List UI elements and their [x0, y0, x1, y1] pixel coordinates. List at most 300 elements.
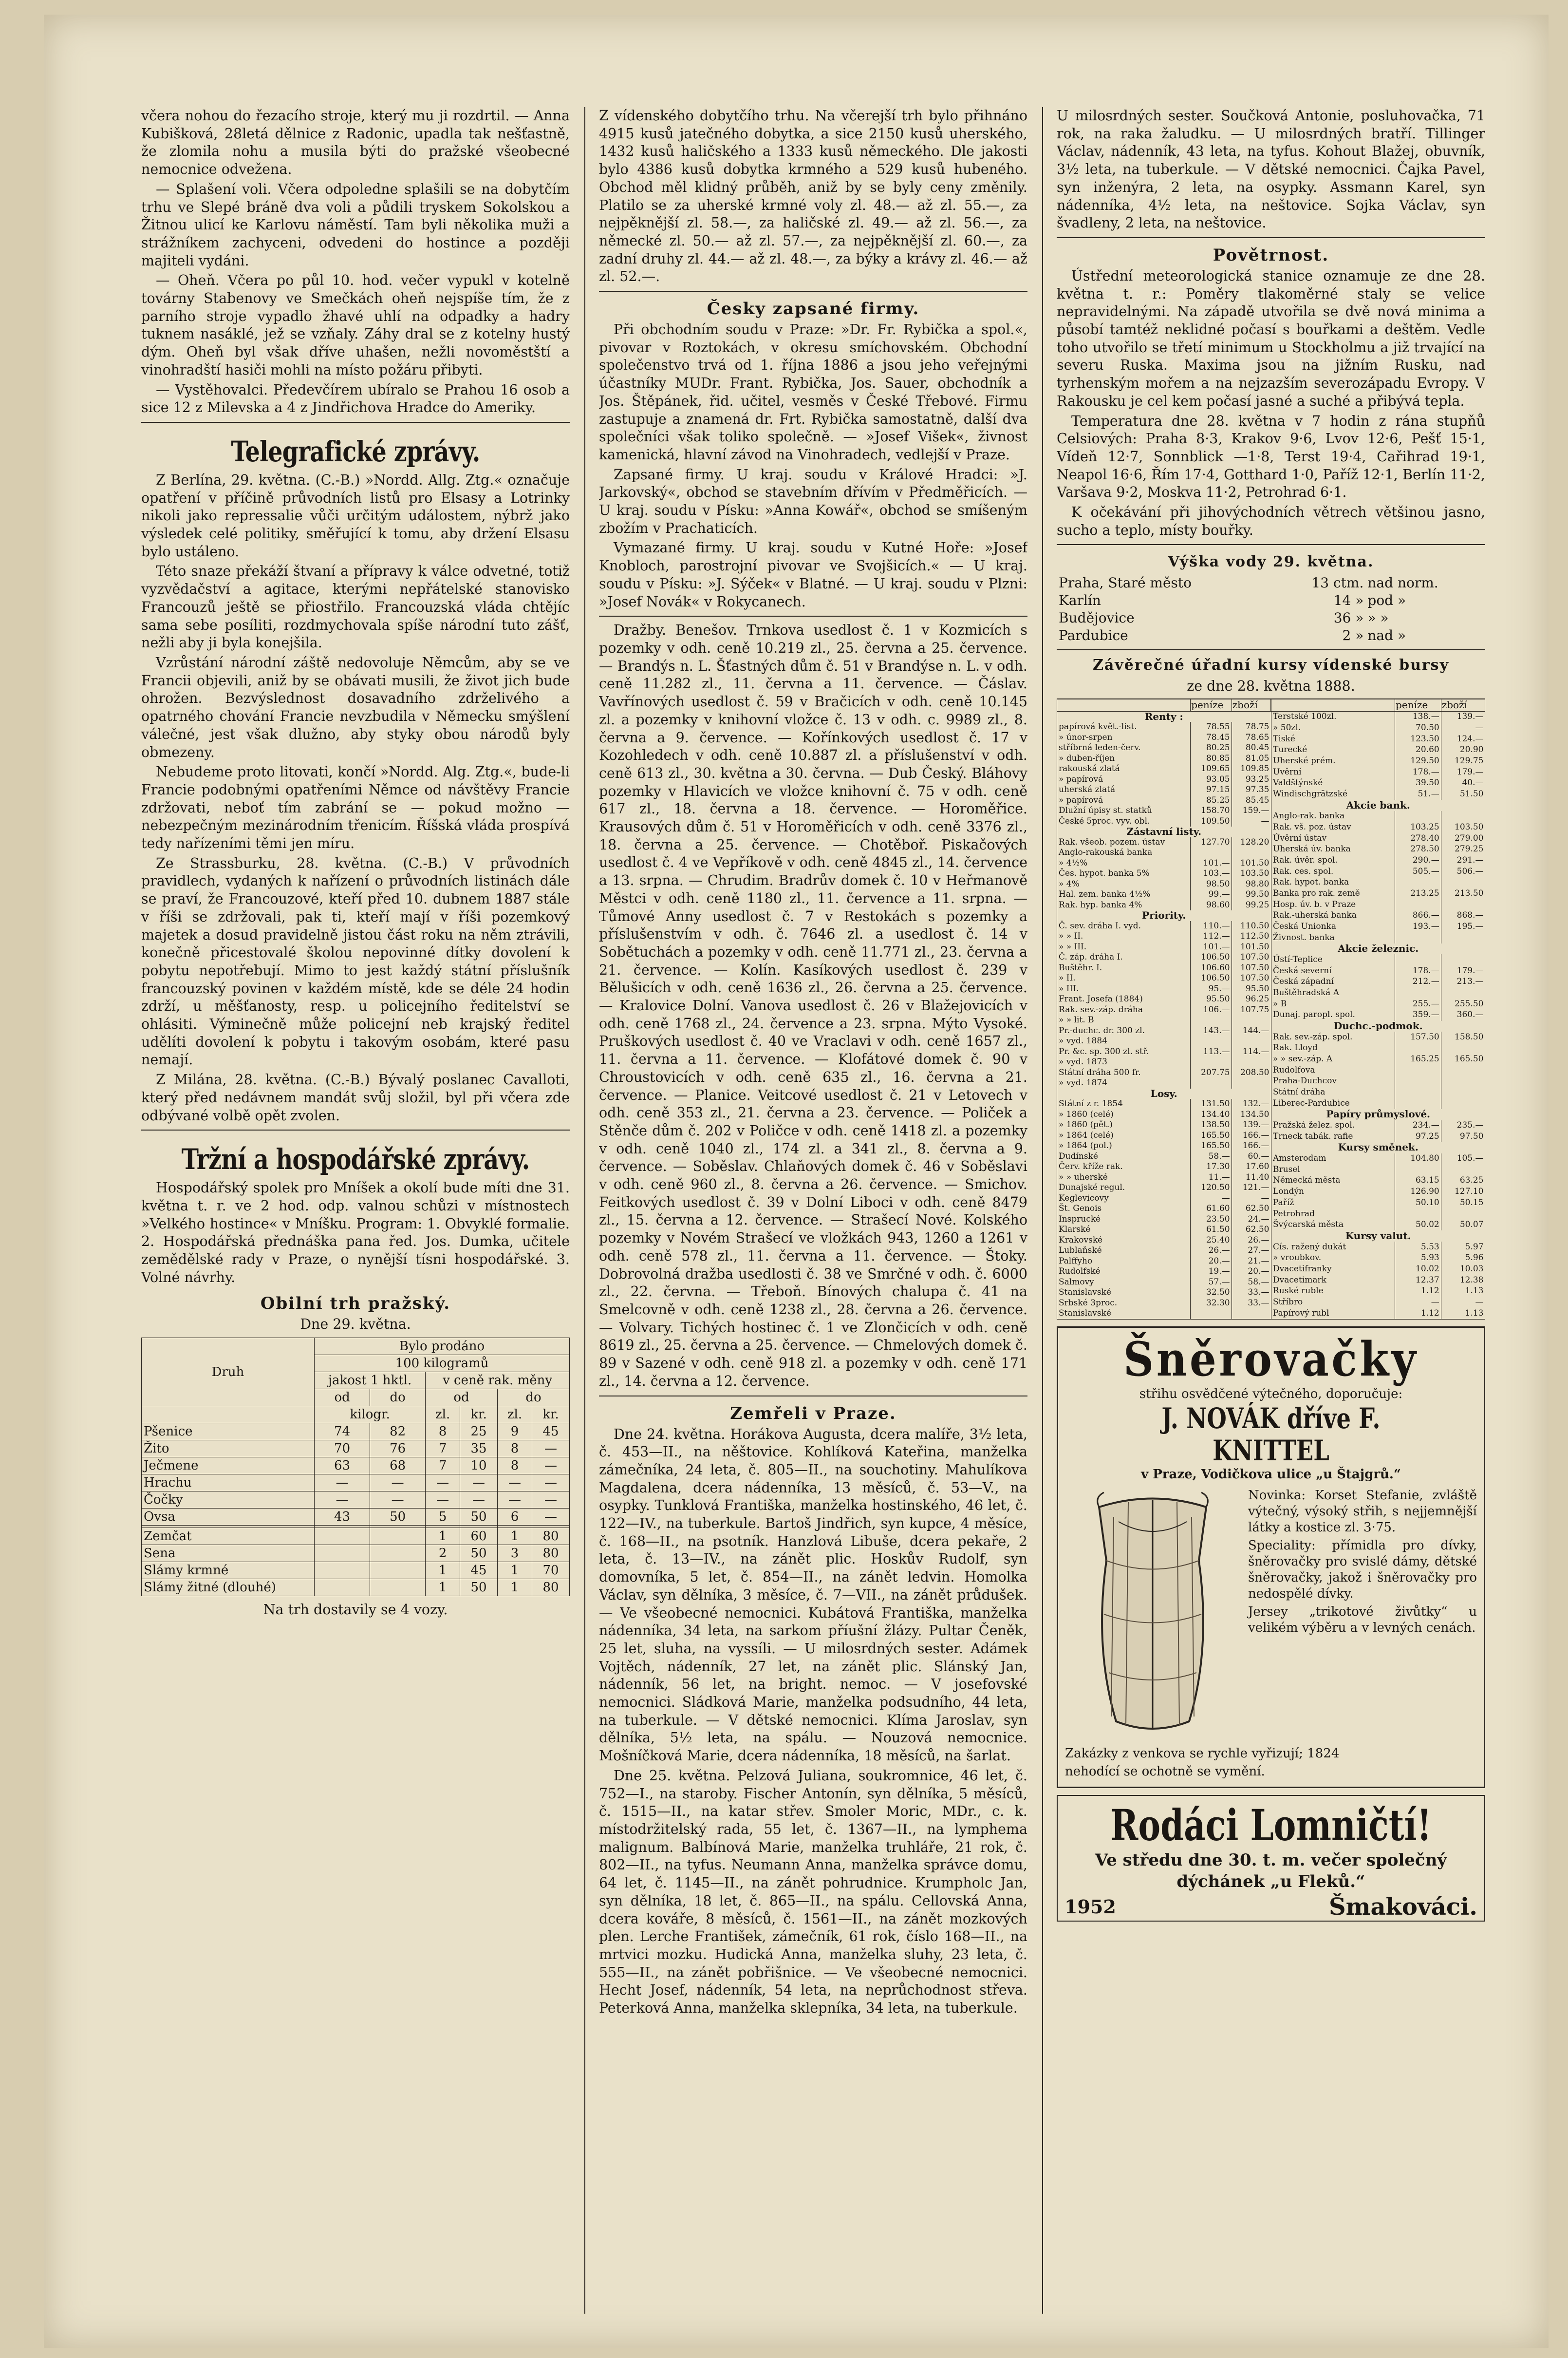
table-row — [1271, 1098, 1485, 1109]
weather-paragraph: Ústřední meteorologická stanice oznamuje ze dne 28. května t. r.: Poměry tlakoměrné staly se velice nepravidelnými. Na západě utvořila se dvě nová minima a působí tamtéž neklidné počasí s bouřkami a deštěm. Vedle toho utvořilo se třetí minimum u Stockholmu a již trvající na severu Ruska. Maxima jsou na jižním Rusku, nad tyrhenským mořem a na nejzazším severozápadu Evropy. V Rakousku je cel kem počasí jasné a suché a přibývá tepla. — [1057, 267, 1485, 409]
water-relation: nad norm. — [1367, 575, 1438, 591]
auctions-paragraph: Dražby. Benešov. Trnkova usedlost č. 1 v Kozmicích s pozemky v odh. ceně 10.219 zl., 25. června a 25. července. — Brandýs n. L. Šťastných dům č. 51 v Brandýse n. L. v odh. ceně 11.282 zl., 11. června a 11. července. — Čáslav. Vavřínových usedlost č. 59 v Bračicích v odh. ceně 10.145 zl. a pozemky v knihovní vložce č. 13 v odh. c. 9989 zl., 8. června a 9. července. — Kořínkových usedlost č. 17 v Kozohledech v odh. ceně 10.887 zl. a příslušenství v odh. ceně 613 zl., 30. května a 30. června. — Dub Český. Bláhovy pozemky v Hlavicích ve vložce knihovní č. 75 v odh. ceně 617 zl., 18. června a 18. července. — Horoměřice. Krausových dům č. 51 v Horoměřicích v odh. ceně 3376 zl., 18. června a 25. července. — Chotěboř. Piskačových usedlost č. 4 ve Vepříkově v odh. ceně 4845 zl., 14. července a 13. srpna. — Chrudim. Bradrův domek č. 10 v Heřmanově Městci v odh. ceně 1180 zl., 11. července a 11. srpna. — Tůmové Anny usedlost č. 7 v Restokách s pozemky a příslušenstvím v odh. č. 7646 zl. a usedlost č. 14 v Sobětuchách a pozemky v odh. ceně 11.771 zl., 23. června a 21. července. — Kolín. Kasíkových usedlost č. 239 v Bělušicích v odh. ceně 1636 zl., 26. června a 25. července. — Kralovice Dolní. Vanova usedlost č. 26 v Blažejovicích v odh. ceně 1768 zl., 24. července a 23. srpna. Mýto Vysoké. Pruškových usedlost č. 40 ve Vraclavi v odh. ceně 1657 zl., 11. června a 11. července. — Klofátové domek č. 90 v Chroustovicích v odh. ceně 635 zl., 16. června a 21. července. — Planice. Veitcové usedlost č. 21 v Letovech v odh. ceně 353 zl., 21. června a 23. července. — Poliček a Stěnče dům č. 202 v Poličce v odh. ceně 1418 zl. a pozemky v odh. ceně 1040 zl., 174 zl. a 341 zl., 8. června a 9. července. — Soběslav. Chlaňových domek č. 46 v Soběslavi v odh. ceně 960 zl., 8. června a 26. července. — Smichov. Feitkových usedlost č. 39 v Dolní Liboci v odh. ceně 8479 zl., 15. června a 12. července. — Strašecí Nové. Kolského pozemky v Novém Strašecí ve vložkách 943, 1260 a 1261 v odh. ceně 578 zl., 11. června a 11. července. — Štoky. Dobrovolná dražba usedlosti č. 38 ve Smrčné v odh. č. 6000 zl., 22. června. — Třeboň. Bínových chalupa č. 41 na Smelcovně v odh. ceně 1238 zl., 28. června a 26. července. — Volvary. Tichých hostinec č. 1 ve Zlončicích v odh. ceně 8619 zl., 25. června a 25. července. — Chmelových domek č. 89 v Sazené v odh. ceně 918 zl. a pozemky v odh. ceně 171 zl., 14. června a 12. července. — [599, 622, 1027, 1389]
news-paragraph: včera nohou do řezacího stroje, který mu ji rozdrtil. — Anna Kubišková, 28letá dělnice z Radonic, upadla tak nešťastně, že zlomila nohu a musila býti do pražské všeobecné nemocnice odvežena. — [141, 108, 570, 178]
water-relation: nad » — [1367, 627, 1406, 644]
bourse-goods: 124.— — [1441, 734, 1485, 745]
grain-value: 1 — [426, 1579, 460, 1596]
table-row — [1271, 877, 1485, 888]
bourse-goods: 134.50 — [1232, 1110, 1270, 1120]
divider — [1057, 544, 1485, 545]
bourse-money — [1395, 932, 1441, 943]
bourse-money: 106.50 — [1191, 973, 1232, 984]
bourse-goods — [1441, 954, 1485, 965]
bourse-money: 101.— — [1191, 942, 1232, 953]
bourse-goods — [1441, 899, 1485, 910]
bourse-section-title: Akcie bank. — [1271, 800, 1485, 811]
table-row — [1057, 1131, 1271, 1141]
bourse-money: 1.12 — [1395, 1286, 1441, 1297]
table-row — [1057, 1120, 1271, 1131]
bourse-item: » B — [1271, 999, 1395, 1010]
bourse-money: 50.02 — [1395, 1220, 1441, 1231]
bourse-money: 85.25 — [1191, 795, 1232, 806]
table-row — [1057, 1235, 1271, 1246]
grain-value: — — [370, 1491, 426, 1509]
bourse-money: 39.50 — [1395, 778, 1441, 789]
water-level: 2 » — [1342, 627, 1364, 644]
grain-value — [315, 1545, 370, 1562]
column-rule — [1042, 107, 1043, 2314]
bourse-goods: 50.15 — [1441, 1197, 1485, 1208]
table-row — [1057, 848, 1271, 858]
grain-value: 74 — [315, 1423, 370, 1440]
table-row — [1057, 711, 1271, 722]
bourse-goods: 107.75 — [1232, 1005, 1270, 1016]
grain-value: 25 — [460, 1423, 498, 1440]
bourse-money: 5.53 — [1395, 1242, 1441, 1253]
bourse-goods: 78.75 — [1232, 722, 1270, 733]
table-row — [1057, 1298, 1271, 1309]
table-row — [142, 1423, 570, 1440]
table-row — [1271, 977, 1485, 988]
bourse-money: 106.60 — [1191, 963, 1232, 974]
bourse-item: Německá města — [1271, 1175, 1395, 1187]
bourse-tables — [1057, 698, 1485, 1320]
bourse-money: 127.70 — [1191, 837, 1232, 848]
bourse-goods: 50.07 — [1441, 1220, 1485, 1231]
bourse-goods: 95.50 — [1232, 984, 1270, 995]
bourse-money: 213.25 — [1395, 888, 1441, 899]
table-row — [1271, 1153, 1485, 1165]
bourse-item: Rak. vš. poz. ústav — [1271, 822, 1395, 833]
table-row — [1271, 1164, 1485, 1175]
bourse-section-title: Duchc.-podmok. — [1271, 1021, 1485, 1032]
bourse-goods: 21.— — [1232, 1256, 1270, 1267]
table-row — [142, 1474, 570, 1491]
bourse-item: » » lit. B — [1057, 1015, 1191, 1026]
bourse-header-goods: zboží — [1441, 699, 1485, 712]
bourse-money: 129.50 — [1395, 755, 1441, 767]
bourse-item: Petrohrad — [1271, 1208, 1395, 1220]
grain-value — [370, 1528, 426, 1545]
table-row — [1057, 592, 1485, 609]
table-row — [142, 1457, 570, 1474]
bourse-goods: 97.50 — [1441, 1131, 1485, 1142]
table-row — [1057, 1015, 1271, 1026]
grain-market-title: Obilní trh pražský. — [260, 1294, 451, 1314]
bourse-goods: 17.60 — [1232, 1162, 1270, 1172]
table-row — [1057, 1287, 1271, 1298]
bourse-goods: 127.10 — [1441, 1187, 1485, 1198]
divider — [141, 422, 570, 423]
table-row — [1271, 965, 1485, 977]
bourse-money — [1395, 1098, 1441, 1109]
grain-value: 8 — [426, 1423, 460, 1440]
bourse-money — [1191, 1036, 1232, 1047]
news-paragraph: Nebudeme proto litovati, končí »Nordd. Alg. Ztg.«, bude-li Francie podobnými opatřeními Němce od návštěvy Francie zdržovati, neboť tím zabrání se — pokud možno — nebezpečným mezinárodním třenicím. Říšská vláda prospívá tedy nařízeními těmi jen míru. — [141, 764, 570, 852]
bourse-goods: 158.50 — [1441, 1032, 1485, 1043]
table-row — [1271, 800, 1485, 811]
bourse-section-title: Papíry průmyslové. — [1271, 1109, 1485, 1120]
bourse-goods: 128.20 — [1232, 837, 1270, 848]
bourse-item: » vyd. 1884 — [1057, 1036, 1191, 1047]
grain-header-type: Druh — [142, 1338, 315, 1406]
news-paragraph: Vymazané firmy. U kraj. soudu v Kutné Hoře: »Josef Knobloch, parostrojní pivovar ve Svojšicích.« — U kraj. soudu v Písku: »J. Sýček« v Blatné. — U kraj. soudu v Plzni: »Josef Novák« v Rokycanech. — [599, 540, 1027, 610]
bourse-money: 113.— — [1191, 1047, 1232, 1057]
table-row — [1271, 1054, 1485, 1065]
bourse-item: » 1860 (pět.) — [1057, 1120, 1191, 1131]
bourse-goods: 166.— — [1232, 1131, 1270, 1141]
table-row — [1057, 627, 1485, 644]
table-row — [1271, 1021, 1485, 1032]
table-row — [1057, 1141, 1271, 1151]
bourse-section-title: Akcie železnic. — [1271, 943, 1485, 955]
grain-header-kr: kr. — [532, 1406, 569, 1423]
bourse-money — [1395, 1076, 1441, 1087]
ad-exchange: nehodící se ochotně se vymění. — [1065, 1764, 1265, 1779]
bourse-item: Amsterodam — [1271, 1153, 1395, 1165]
bourse-money: 193.— — [1395, 921, 1441, 932]
bourse-goods: 235.— — [1441, 1120, 1485, 1132]
water-level: 36 » — [1333, 610, 1364, 626]
grain-value: 7 — [426, 1457, 460, 1474]
bourse-item: » » uherské — [1057, 1172, 1191, 1183]
grain-value: 80 — [532, 1579, 569, 1596]
bourse-money: 23.50 — [1191, 1214, 1232, 1225]
table-row — [1271, 1253, 1485, 1264]
table-row — [1057, 931, 1271, 942]
bourse-goods: 33.— — [1232, 1287, 1270, 1298]
bourse-item: Stanislavské — [1057, 1308, 1191, 1319]
bourse-goods: 101.50 — [1232, 942, 1270, 953]
ad-title: Šněrovačky — [1123, 1331, 1419, 1387]
grain-value: 45 — [460, 1562, 498, 1579]
water-level: 13 ctm. — [1311, 575, 1364, 591]
bourse-item: Pražská želez. spol. — [1271, 1120, 1395, 1132]
table-row — [1271, 1230, 1485, 1242]
bourse-item: Terstské 100zl. — [1271, 711, 1395, 722]
bourse-item: » II. — [1057, 973, 1191, 984]
table-row — [1057, 1308, 1271, 1319]
bourse-goods: 129.75 — [1441, 755, 1485, 767]
bourse-money: 110.— — [1191, 921, 1232, 932]
bourse-item: papírová květ.-list. — [1057, 722, 1191, 733]
bourse-goods: 109.85 — [1232, 764, 1270, 774]
water-station: Praha, Staré město — [1059, 575, 1192, 591]
bourse-money — [1191, 848, 1232, 858]
bourse-money: 20.60 — [1395, 745, 1441, 756]
bourse-money: 10.02 — [1395, 1264, 1441, 1275]
bourse-item: Dunaj. paropl. spol. — [1271, 1010, 1395, 1021]
bourse-goods: 213.— — [1441, 977, 1485, 988]
table-row — [1057, 952, 1271, 963]
bourse-item: Státní dráha — [1271, 1087, 1395, 1098]
ad-body — [1065, 1488, 1477, 1780]
bourse-item: Keglevicovy — [1057, 1193, 1191, 1204]
bourse-goods — [1441, 932, 1485, 943]
bourse-item: » papírová — [1057, 795, 1191, 806]
bourse-money: 126.90 — [1395, 1187, 1441, 1198]
grain-value: 50 — [460, 1509, 498, 1526]
bourse-goods: 99.50 — [1232, 889, 1270, 900]
bourse-money: 290.— — [1395, 855, 1441, 866]
bourse-item: » únor-srpen — [1057, 733, 1191, 743]
bourse-item: » papírová — [1057, 774, 1191, 785]
bourse-item: Č. sev. dráha I. vyd. — [1057, 921, 1191, 932]
table-row — [1271, 1043, 1485, 1054]
column-2 — [599, 107, 1027, 2019]
table-row — [1057, 910, 1271, 921]
bourse-money: 255.— — [1395, 999, 1441, 1010]
bourse-item: Česká Unionka — [1271, 921, 1395, 932]
bourse-goods — [1441, 1164, 1485, 1175]
bourse-goods: 26.— — [1232, 1235, 1270, 1246]
bourse-money: 112.— — [1191, 931, 1232, 942]
bourse-goods — [1232, 1057, 1270, 1068]
bourse-goods — [1232, 1036, 1270, 1047]
bourse-goods: 139.— — [1441, 711, 1485, 722]
bourse-goods: 107.50 — [1232, 952, 1270, 963]
bourse-item: Palffyho — [1057, 1256, 1191, 1267]
bourse-goods: 279.25 — [1441, 844, 1485, 855]
bourse-goods — [1441, 1065, 1485, 1076]
bourse-goods: 110.50 — [1232, 921, 1270, 932]
ad-orders: Zakázky z venkova se rychle vyřizují; 1824 — [1065, 1746, 1340, 1761]
grain-header-kg: kilogr. — [315, 1406, 426, 1423]
table-row — [142, 1562, 570, 1579]
bourse-goods: 360.— — [1441, 1010, 1485, 1021]
bourse-money: 109.50 — [1191, 816, 1232, 827]
bourse-item: Krakovské — [1057, 1235, 1191, 1246]
bourse-item: » 1860 (celé) — [1057, 1110, 1191, 1120]
table-row — [1271, 1208, 1485, 1220]
bourse-title: Závěrečné úřadní kursy vídenské bursy — [1092, 657, 1450, 674]
table-row — [1057, 774, 1271, 785]
news-paragraph: — Oheň. Včera po půl 10. hod. večer vypukl v kotelně továrny Stabenovy ve Smečkách oheň nejspíše tím, že z parního stroje vypadlo žhavé uhlí na odpadky a hadry tuknem nasáklé, jež se vzňaly. Záhy dral se z kotelny hustý dým. Oheň byl však dříve uhašen, nežli novoměstští a vinohradští hasiči mohli na místo požáru přibyti. — [141, 272, 570, 378]
column-rule — [584, 107, 585, 2314]
bourse-item: Uherská úv. banka — [1271, 844, 1395, 855]
grain-value: 8 — [498, 1440, 532, 1457]
bourse-money: 78.55 — [1191, 722, 1232, 733]
bourse-table-right — [1271, 699, 1485, 1319]
bourse-money — [1395, 811, 1441, 822]
table-row — [1057, 1266, 1271, 1277]
bourse-goods: 99.25 — [1232, 900, 1270, 911]
table-row — [1057, 1057, 1271, 1068]
bourse-goods: 20.90 — [1441, 745, 1485, 756]
grain-value: — — [532, 1509, 569, 1526]
bourse-item: Rak. sev.-záp. spol. — [1271, 1032, 1395, 1043]
divider — [1057, 237, 1485, 238]
grain-value — [315, 1528, 370, 1545]
grain-value: 35 — [460, 1440, 498, 1457]
newspaper-page — [44, 15, 1549, 2348]
bourse-item: Rak. všeob. pozem. ústav — [1057, 837, 1191, 848]
bourse-money: 134.40 — [1191, 1110, 1232, 1120]
grain-value: — — [426, 1474, 460, 1491]
grain-header-from: od — [426, 1389, 498, 1406]
bourse-money — [1395, 1164, 1441, 1175]
grain-value: — — [315, 1491, 370, 1509]
grain-value: 43 — [315, 1509, 370, 1526]
bourse-goods — [1441, 877, 1485, 888]
bourse-item: Česká severní — [1271, 965, 1395, 977]
table-row — [1057, 733, 1271, 743]
water-level-title: Výška vody 29. května. — [1168, 553, 1374, 571]
table-row — [1271, 1109, 1485, 1120]
grain-value: — — [498, 1491, 532, 1509]
table-row — [142, 1545, 570, 1562]
grain-value: 80 — [532, 1545, 569, 1562]
bourse-goods: 58.— — [1232, 1277, 1270, 1288]
ad-specialities: Speciality: přímidla pro dívky, šněrovačky pro svislé dámy, dětské šněrovačky, jakož i šněrovačky pro nedospělé dívky. — [1248, 1538, 1477, 1601]
bourse-goods: 506.— — [1441, 866, 1485, 877]
table-row — [1057, 1026, 1271, 1037]
news-paragraph: Této snaze překáží štvaní a přípravy k válce odvetné, totiž vyzvědačství a agitace, kterými nepřátelské stanovisko Francouzů ještě se přiostřilo. Francouzská vláda chtějíc sama sebe posíliti, rozdmychovala spíše národní tuto zášť, nežli aby ji byla konejšila. — [141, 563, 570, 651]
grain-header-zl: zl. — [426, 1406, 460, 1423]
grain-value: 5 — [426, 1509, 460, 1526]
bourse-goods: 144.— — [1232, 1026, 1270, 1037]
table-row — [1057, 837, 1271, 848]
bourse-money: 58.— — [1191, 1151, 1232, 1162]
bourse-money: 138.— — [1395, 711, 1441, 722]
grain-header-quality: jakost 1 hktl. — [315, 1372, 426, 1389]
bourse-header-money: peníze — [1395, 699, 1441, 712]
bourse-money: 234.— — [1395, 1120, 1441, 1132]
bourse-goods: 114.— — [1232, 1047, 1270, 1057]
bourse-section-title: Kursy směnek. — [1271, 1142, 1485, 1153]
bourse-money: 20.— — [1191, 1256, 1232, 1267]
table-row — [142, 1440, 570, 1457]
table-row — [1057, 609, 1485, 627]
bourse-money: 95.50 — [1191, 994, 1232, 1005]
table-row — [1057, 806, 1271, 816]
bourse-goods: 80.45 — [1232, 743, 1270, 754]
table-row — [1271, 1032, 1485, 1043]
table-row — [1057, 879, 1271, 890]
grain-value: — — [498, 1474, 532, 1491]
table-row — [1057, 1099, 1271, 1110]
table-row — [1057, 994, 1271, 1005]
table-row — [1271, 1242, 1485, 1253]
bourse-goods: 868.— — [1441, 910, 1485, 922]
table-row — [1057, 785, 1271, 795]
table-row — [1271, 722, 1485, 734]
bourse-goods: 103.50 — [1441, 822, 1485, 833]
divider — [141, 1130, 570, 1131]
bourse-goods: 33.— — [1232, 1298, 1270, 1309]
table-row — [142, 1491, 570, 1509]
ad-firm-name: J. NOVÁK dříve F. KNITTEL — [1161, 1401, 1381, 1467]
table-row — [1057, 754, 1271, 764]
table-row — [1271, 1120, 1485, 1132]
deaths-heading: Zemřeli v Praze. — [730, 1403, 896, 1423]
bourse-item: rakouská zlatá — [1057, 764, 1191, 774]
table-row — [1057, 1078, 1271, 1089]
ad-jersey: Jersey „trikotové živůtky“ u velikém výběru a v levných cenách. — [1248, 1604, 1477, 1635]
bourse-item: » 50zl. — [1271, 722, 1395, 734]
bourse-goods: — — [1232, 1193, 1270, 1204]
grain-value — [370, 1562, 426, 1579]
bourse-goods: 112.50 — [1232, 931, 1270, 942]
ad-signature: Šmakováci. — [1329, 1893, 1477, 1921]
grain-value: 1 — [498, 1579, 532, 1596]
table-row — [1057, 1036, 1271, 1047]
corset-advertisement — [1057, 1326, 1485, 1788]
bourse-goods: 96.25 — [1232, 994, 1270, 1005]
bourse-money: 25.40 — [1191, 1235, 1232, 1246]
ad-line: Ve středu dne 30. t. m. večer společný dýchánek „u Fleků.“ — [1095, 1850, 1447, 1891]
bourse-money: 103.25 — [1395, 822, 1441, 833]
bourse-goods — [1441, 1087, 1485, 1098]
table-row — [1271, 1142, 1485, 1153]
bourse-goods — [1232, 1015, 1270, 1026]
grain-type: Slámy žitné (dlouhé) — [142, 1579, 315, 1596]
grain-header-price: v ceně rak. měny — [426, 1372, 570, 1389]
bourse-goods: 11.40 — [1232, 1172, 1270, 1183]
table-row — [1271, 844, 1485, 855]
bourse-goods — [1441, 811, 1485, 822]
bourse-goods: 51.50 — [1441, 789, 1485, 800]
bourse-item: Pr. &c. sp. 300 zl. stř. — [1057, 1047, 1191, 1057]
bourse-goods: 195.— — [1441, 921, 1485, 932]
grain-header-from: od — [315, 1389, 370, 1406]
news-paragraph: Z Berlína, 29. května. (C.-B.) »Nordd. Allg. Ztg.« označuje opatření v příčině průvodních listů pro Elsasy a Lotrinky nikoli jako repressalie vůči určitým událostem, nýbrž jako výsledek celé politiky, směřující k tomu, aby držení Elsasu bylo ustáleno. — [141, 472, 570, 560]
bourse-goods — [1232, 1308, 1270, 1319]
bourse-goods: 166.— — [1232, 1141, 1270, 1151]
grain-value: 70 — [532, 1562, 569, 1579]
table-row — [1271, 1264, 1485, 1275]
bourse-item: » duben-říjen — [1057, 754, 1191, 764]
grain-value: 8 — [498, 1457, 532, 1474]
bourse-item: Uherské prém. — [1271, 755, 1395, 767]
bourse-section-title: Priority. — [1057, 910, 1271, 921]
deaths-paragraph: U milosrdných sester. Součková Antonie, posluhovačka, 71 rok, na raka žaludku. — U milosrdných bratří. Tillinger Václav, nádenník, 43 leta, na tyfus. Kohout Blažej, obuvník, 3½ leta, na tuberkule. — V dětské nemocnici. Čajka Pavel, syn inženýra, 2 leta, na osypky. Assmann Karel, syn nádenníka, 4½ leta, na neštovice. Sojka Václav, syn švadleny, 2 leta, na neštovice. — [1057, 108, 1485, 231]
water-station: Pardubice — [1059, 627, 1128, 644]
table-row — [1057, 795, 1271, 806]
bourse-money: 98.60 — [1191, 900, 1232, 911]
bourse-item: Turecké — [1271, 745, 1395, 756]
news-paragraph: Ze Strassburku, 28. května. (C.-B.) V průvodních pravidlech, vydaných k nařízení o průvodních listinách dále se praví, že Francouzové, kteří před 10. dubnem 1887 stále v říši se zdržovali, pak ti, kteří mají v říši pozemkový majetek a dosud pravidelně jistou část roku na něm ztrávili, konečně přicestovalé školou nepovinné dítky dovolení k pobytu nepotřebují. Mimo to jest každý státní příslušník francouzský povinen v každém místě, kde se déle 24 hodin zdrží, u měšťanosty, resp. u policejního ředitelství se ohlásiti. Výminečně může policejní neb krajský ředitel udělíti dovolení k pobytu i takovým osobám, které pasu nemají. — [141, 855, 570, 1068]
grain-value: 80 — [532, 1528, 569, 1545]
table-row — [1057, 973, 1271, 984]
bourse-table-left — [1057, 699, 1271, 1319]
section-heading-market: Tržní a hospodářské zprávy. — [181, 1143, 530, 1176]
grain-value: 45 — [532, 1423, 569, 1440]
deaths-paragraph: Dne 24. května. Horákova Augusta, dcera malíře, 3½ leta, č. 453—II., na něštovice. Kohlíková Kateřina, manželka zámečníka, 24 leta, č. 805—II., na souchotiny. Mahulíkova Magdalena, dcera nádenníka, 13 měsíců, č. 53—V., na osypky. Tunklová Františka, manželka hostinského, 46 let, č. 122—IV., na tuberkule. Bartoš Jindřich, syn kupce, 4 měsíce, č. 168—II., na psotník. Hanzlová Libuše, dcera pekaře, 2 leta, č. 13—IV., na zánět plic. Hoskův Rudolf, syn domovníka, 5 let, č. 854—II., na zánět ledvin. Homolka Václav, syn dělníka, 3 měsíce, č. 7—VII., na zánět průdušek. — Ve všeobecné nemocnici. Kubátová Františka, manželka nádenníka, 34 leta, na sarkom příušní žlázy. Pultar Čeněk, 25 let, sluha, na vyssíli. — U milosrdných sester. Adámek Vojtěch, nádenník, 27 let, na zánět plic. Slánský Jan, nádenník, 56 let, na bright. nemoc. — V josefovské nemocnici. Sládková Marie, manželka podsudního, 44 leta, na tuberkule. — V dětské nemocnici. Klíma Jaroslav, syn dělníka, 5½ leta, na spálu. — Nouzová nemocnice. Mošníčková Marie, dcera nádenníka, 18 měsíců, na šarlat. — [599, 1426, 1027, 1764]
grain-value: 3 — [498, 1545, 532, 1562]
table-row — [1057, 764, 1271, 774]
bourse-money: 51.— — [1395, 789, 1441, 800]
bourse-money: 178.— — [1395, 767, 1441, 778]
news-paragraph: Zapsané firmy. U kraj. soudu v Králové Hradci: »J. Jarkovský«, obchod se stavebním dřívím v Předměřicích. — U kraj. soudu v Písku: »Anna Kowář«, obchod se smíšeným zbožím v Prachaticích. — [599, 466, 1027, 536]
bourse-item: Rak. hyp. banka 4% — [1057, 900, 1191, 911]
grain-value: 1 — [426, 1562, 460, 1579]
bourse-item: Trneck tabák. rafie — [1271, 1131, 1395, 1142]
bourse-goods: 20.— — [1232, 1266, 1270, 1277]
grain-value — [370, 1579, 426, 1596]
table-row — [1271, 1220, 1485, 1231]
bourse-item: Rak. hypot. banka — [1271, 877, 1395, 888]
table-row — [1271, 855, 1485, 866]
bourse-item: Živnost. banka — [1271, 932, 1395, 943]
bourse-money — [1191, 1015, 1232, 1026]
bourse-goods: 213.50 — [1441, 888, 1485, 899]
bourse-item: Rak. úvěr. spol. — [1271, 855, 1395, 866]
grain-value: — — [315, 1474, 370, 1491]
bourse-item: Ústí-Teplice — [1271, 954, 1395, 965]
bourse-goods: 121.— — [1232, 1183, 1270, 1193]
column-3 — [1057, 107, 1485, 1922]
